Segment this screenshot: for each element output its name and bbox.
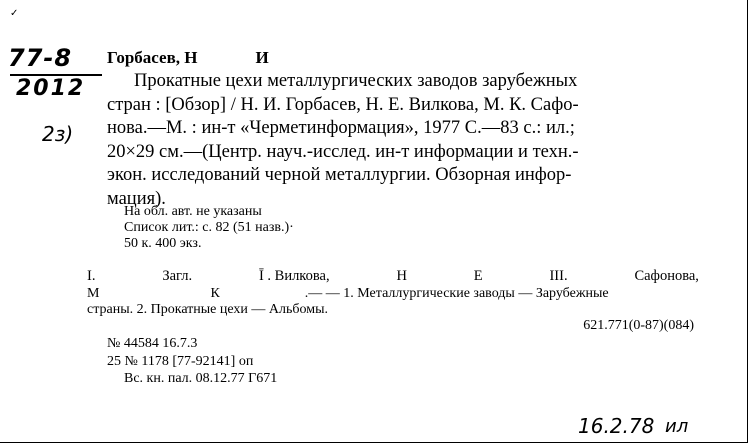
handwritten-note: 2з) (42, 122, 74, 146)
main-line: нова.—М. : ин-т «Черметинформация», 1977 С.—83 с.: ил.; (107, 118, 575, 138)
author-heading (107, 48, 269, 68)
printing-note: Вс. кн. пал. 08.12.77 Г671 (124, 371, 278, 386)
main-line: мация). (107, 188, 166, 209)
tracing-item: Ī . Вилкова, (258, 268, 330, 284)
classification-index: 621.771(0-87)(084) (583, 318, 694, 333)
tracing-item: Загл. (162, 268, 193, 284)
shelf-mark-top: 77-8 (8, 44, 73, 72)
tracing-item: Е (473, 268, 483, 284)
tracing-item: М (87, 286, 100, 301)
notes-block (124, 204, 294, 252)
note-line: На обл. авт. не указаны (124, 204, 262, 219)
author-surname: Горбасев, Н (107, 48, 198, 67)
tracing-item: .— — 1. Металлургические заводы — Зарубежные (304, 286, 609, 301)
main-description (107, 70, 579, 211)
author-initial: И (255, 48, 269, 67)
main-line: стран : [Обзор] / Н. И. Горбасев, Н. Е. Вилкова, М. К. Сафо- (107, 94, 579, 115)
shelf-mark-bottom: 2012 (16, 76, 86, 101)
order-number: 25 № 1178 [77-92141] оп (107, 354, 254, 369)
tracing-item: К (210, 286, 220, 301)
tracing-line-2 (87, 286, 699, 302)
record-number: № 44584 16.7.3 (107, 336, 198, 351)
tracing-item: III. (549, 268, 568, 284)
note-line: 50 к. 400 экз. (124, 236, 202, 251)
main-line: 20×29 см.—(Центр. науч.-исслед. ин-т информации и техн.- (107, 141, 579, 162)
handwritten-signature: ил (665, 416, 689, 437)
note-line: Список лит.: с. 82 (51 назв.)· (124, 220, 294, 235)
tracing-item: Н (396, 268, 407, 284)
tracing-item: Сафонова, (634, 268, 699, 284)
main-line: экон. исследований черной металлургии. Обзорная инфор- (107, 165, 572, 185)
tracing-item: I. (87, 268, 96, 284)
handwritten-date: 16.2.78 (578, 414, 655, 438)
corner-mark: ✓ (10, 8, 19, 19)
tracing-line-1 (87, 268, 699, 285)
main-line: Прокатные цехи металлургических заводов зарубежных (134, 71, 578, 91)
tracing-line-3: страны. 2. Прокатные цехи — Альбомы. (87, 302, 329, 317)
